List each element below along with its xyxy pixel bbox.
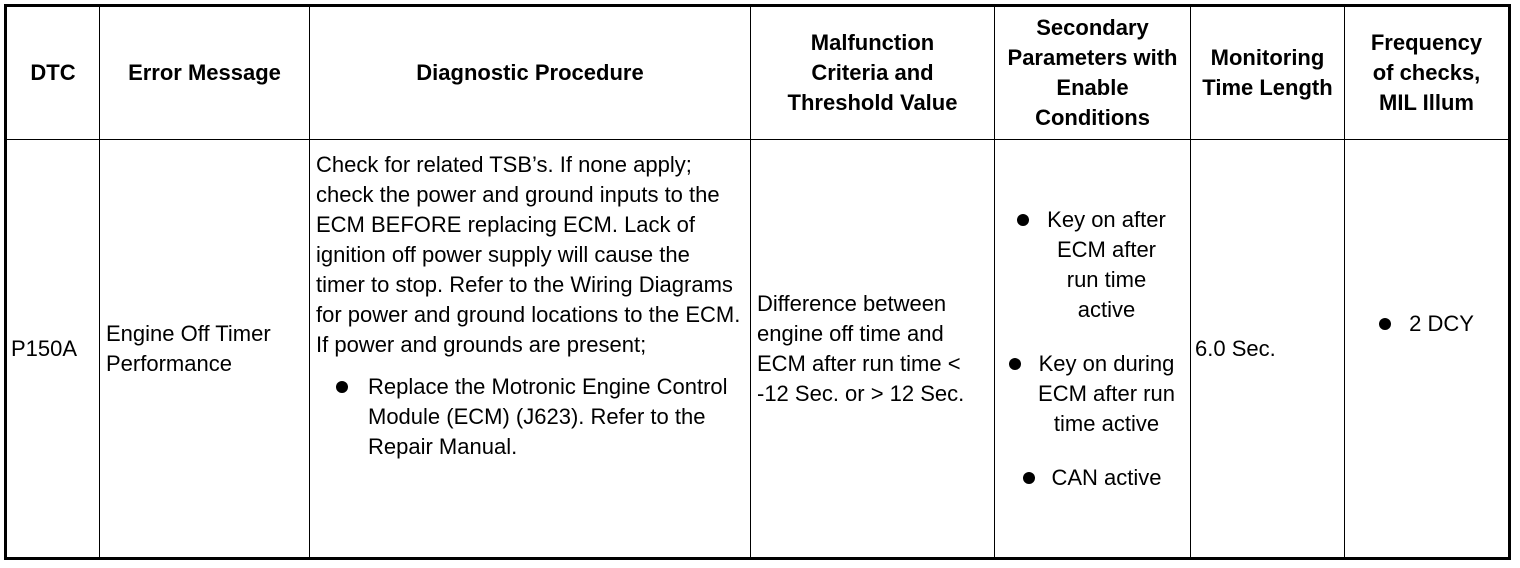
cell-frequency (1345, 140, 1510, 559)
header-row (6, 6, 1510, 140)
header-monitoring-time: Monitoring Time Length (1191, 6, 1345, 140)
frequency-text: 2 DCY (1409, 311, 1474, 336)
header-dtc: DTC (6, 6, 100, 140)
cell-dtc: P150A (6, 140, 100, 559)
cell-malfunction-criteria: Difference between engine off time and ECM after run time < -12 Sec. or > 12 Sec. (751, 140, 995, 559)
bullet-icon (1379, 318, 1391, 330)
header-diagnostic-procedure: Diagnostic Procedure (310, 6, 751, 140)
secondary-parameter-text: CAN active (1051, 464, 1162, 490)
dtc-table (4, 4, 1511, 560)
bullet-icon (1017, 214, 1029, 226)
cell-secondary-parameters (995, 140, 1191, 559)
table-row (6, 140, 1510, 559)
cell-error-message: Engine Off Timer Performance (100, 140, 310, 559)
header-error-message: Error Message (100, 6, 310, 140)
procedure-text: Check for related TSB’s. If none apply; check the power and ground inputs to the ECM BEFORE replacing ECM. Lack of ignition off power supply will cause the timer to stop. Refer to the Wiring Diagrams for power and ground locations to the ECM. If power and grounds are present; (316, 152, 741, 357)
procedure-bullet-text: Replace the Motronic Engine Control Module (ECM) (J623). Refer to the Repair Manual. (368, 374, 728, 459)
secondary-parameter-item (1003, 205, 1182, 325)
header-frequency: Frequency of checks, MIL Illum (1345, 6, 1510, 140)
header-secondary-parameters: Secondary Parameters with Enable Conditions (995, 6, 1191, 140)
cell-diagnostic-procedure (310, 140, 751, 559)
frequency-item (1379, 309, 1474, 339)
bullet-icon (1023, 472, 1035, 484)
secondary-parameter-item (1003, 349, 1182, 439)
bullet-icon (336, 381, 348, 393)
header-malfunction-criteria: Malfunction Criteria and Threshold Value (751, 6, 995, 140)
cell-monitoring-time: 6.0 Sec. (1191, 140, 1345, 559)
secondary-parameter-text: Key on after ECM after run time active (1047, 206, 1166, 322)
bullet-icon (1009, 358, 1021, 370)
secondary-parameter-item (1003, 463, 1182, 493)
procedure-bullet-item (316, 372, 744, 462)
secondary-parameter-text: Key on during ECM after run time active (1038, 350, 1175, 436)
